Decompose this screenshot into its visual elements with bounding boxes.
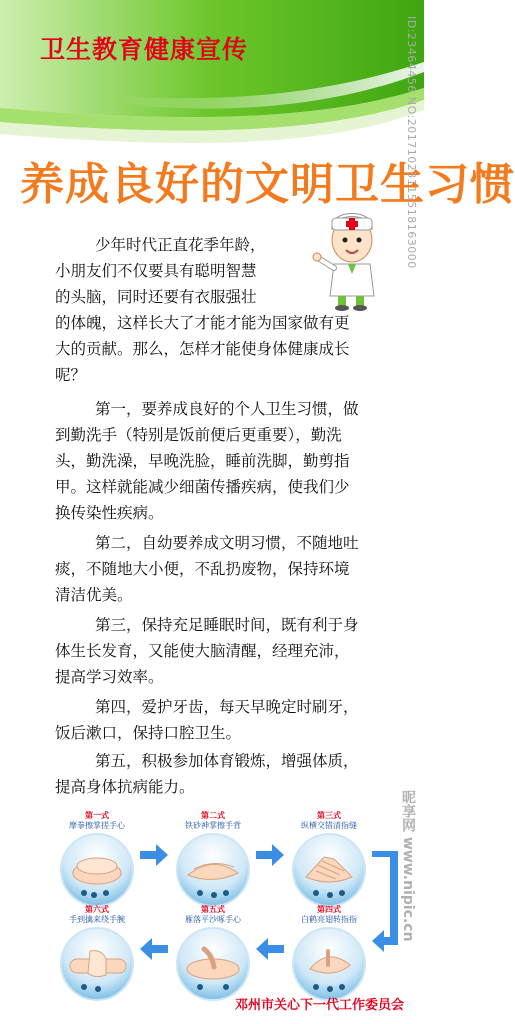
- step-title: 第四式: [317, 905, 341, 914]
- step-title: 第二式: [201, 811, 225, 820]
- step-desc: 纵横交错清指缝: [301, 821, 357, 830]
- hand-wash-illustration: [292, 927, 366, 1001]
- arrow-turn-icon: [372, 851, 398, 952]
- footer-organization: 邓州市关心下一代工作委员会: [235, 998, 405, 1013]
- step-1: [54, 811, 140, 907]
- text-line: 饭后漱口，保持口腔卫生。: [55, 724, 242, 742]
- paragraph-third: [55, 612, 359, 690]
- text-line: 第四，爱护牙齿，每天早晚定时刷牙，: [95, 698, 359, 716]
- paragraph-intro: [55, 232, 350, 388]
- step-desc: 摩拳擦掌搓手心: [69, 821, 125, 830]
- text-line: 第五，积极参加体育锻炼，增强体质，: [95, 752, 359, 770]
- text-line: 提高身体抗病能力。: [55, 778, 195, 796]
- arrow-left-icon: [256, 938, 284, 960]
- text-line: 第三，保持充足睡眠时间，既有利于身: [95, 616, 359, 634]
- step-desc: 手到擒来绕手腕: [69, 915, 125, 924]
- step-5: [170, 905, 256, 1001]
- step-3: [286, 811, 372, 907]
- paragraph-first: [55, 396, 359, 526]
- paragraph-fifth: [55, 748, 359, 800]
- text-line: 少年时代正直花季年龄，: [95, 236, 266, 254]
- text-line: 换传染性疾病。: [55, 504, 164, 522]
- text-line: 清洁优美。: [55, 586, 133, 604]
- step-2: [170, 811, 256, 907]
- header-background: [0, 0, 424, 160]
- text-line: 大的贡献。那么，怎样才能使身体健康成长: [55, 340, 350, 358]
- hand-wash-illustration: [292, 833, 366, 907]
- step-title: 第三式: [317, 811, 341, 820]
- text-line: 体生长发育，又能使大脑清醒，经理充沛，: [55, 642, 350, 660]
- step-title: 第六式: [85, 905, 109, 914]
- step-desc: 白鹤亮翅转指指: [301, 915, 357, 924]
- brand-watermark: 昵享网 www.nipic.cn: [400, 790, 416, 942]
- text-line: 第一，要养成良好的个人卫生习惯，做: [95, 400, 359, 418]
- hand-wash-illustration: [60, 927, 134, 1001]
- step-6: [54, 905, 140, 1001]
- hand-wash-illustration: [60, 833, 134, 907]
- hand-wash-illustration: [176, 833, 250, 907]
- arrow-left-icon: [140, 938, 168, 960]
- hand-wash-illustration: [176, 927, 250, 1001]
- text-line: 呢？: [55, 366, 87, 384]
- step-4: [286, 905, 372, 1001]
- text-line: 的头脑，同时还要有衣服强壮: [55, 288, 257, 306]
- step-title: 第五式: [201, 905, 225, 914]
- text-line: 头，勤洗澡，早晚洗脸，睡前洗脚，勤剪指: [55, 452, 350, 470]
- step-desc: 铁砂神掌擦手背: [185, 821, 241, 830]
- text-line: 甲。这样就能减少细菌传播疾病，使我们少: [55, 478, 350, 496]
- text-line: 小朋友们不仅要具有聪明智慧: [55, 262, 257, 280]
- paragraph-fourth: [55, 694, 359, 746]
- text-line: 提高学习效率。: [55, 668, 164, 686]
- step-title: 第一式: [85, 811, 109, 820]
- id-watermark: ID:23464456 NO:20171023115518163000: [405, 16, 418, 269]
- handwashing-steps: [0, 805, 424, 990]
- step-desc: 雁落平沙啄手心: [185, 915, 241, 924]
- header-title: 卫生教育健康宣传: [40, 35, 249, 64]
- text-line: 到勤洗手（特别是饭前便后更重要），勤洗: [55, 426, 342, 444]
- text-line: 痰，不随地大小便，不乱扔废物，保持环境: [55, 560, 350, 578]
- main-title: 养成良好的文明卫生习惯: [20, 159, 515, 210]
- arrow-right-icon: [256, 844, 284, 866]
- paragraph-second: [55, 530, 359, 608]
- arrow-right-icon: [140, 844, 168, 866]
- text-line: 第二，自幼要养成文明习惯，不随地吐: [95, 534, 359, 552]
- text-line: 的体魄，这样长大了才能才能为国家做有更: [55, 314, 350, 332]
